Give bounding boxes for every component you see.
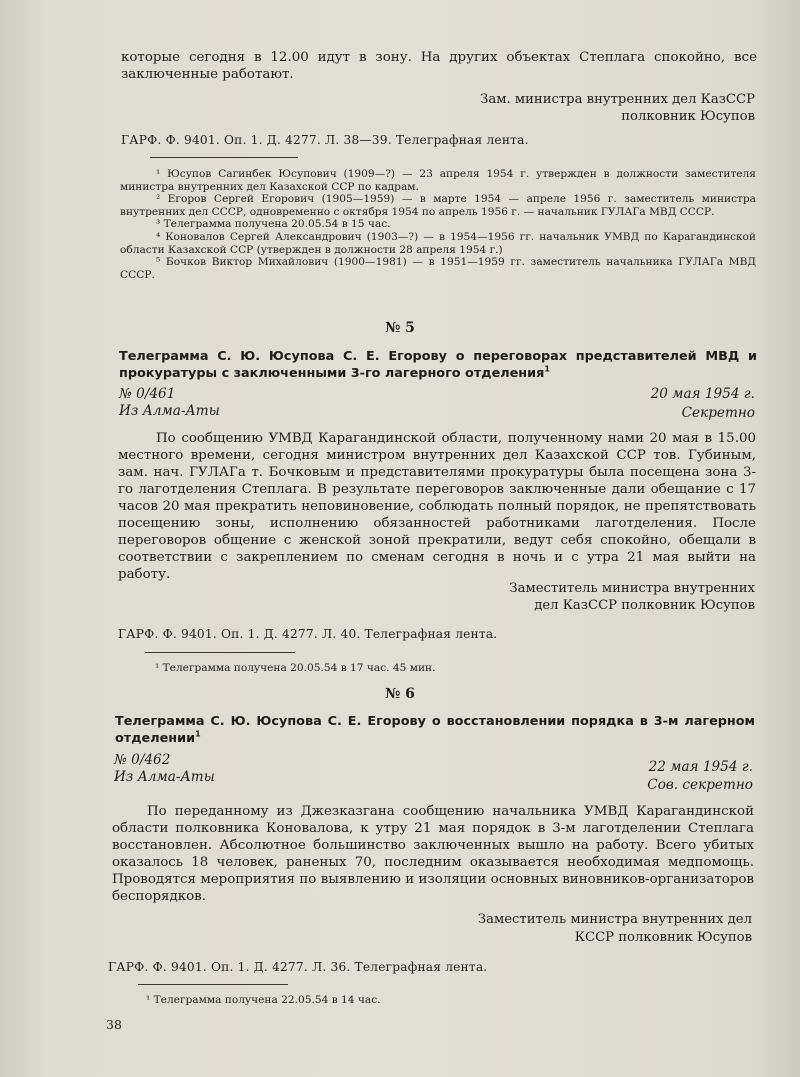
- document-body: По сообщению УМВД Карагандинской области, полученному нами 20 мая в 15.00 местного времени, сегодня министром внутренних дел Казахской ССР тов. Губиным, зам. нач. ГУЛАГа т. Бочковым и представителями прокуратуры была посещена зона 3-го лаготделения Степлага. В результате переговоров заключенные дали обещание с 17 часов 20 мая прекратить неповиновение, соблюдать полный порядок, не препятствовать посещению зоны, исполнению обязанностей работниками лаготделения. После переговоров общение с женской зоной прекратили, ведут себя спокойно, обещали в соответствии с закреплением по сменам сегодня в ночь и с утра 21 мая выйти на работу.: [118, 431, 756, 582]
- signature-line-1: Заместитель министра внутренних дел: [477, 912, 752, 927]
- classification: Сов. секретно: [647, 777, 753, 793]
- footnote-divider: [145, 652, 295, 653]
- footnote-item: ² Егоров Сергей Егорович (1905—1959) — в марте 1954 — апреле 1956 г. заместитель министра внутренних дел СССР, одновременно с октября 1954 по апрель 1956 г. — начальник ГУЛАГа МВД СССР.: [120, 193, 756, 218]
- origin: Из Алма-Аты: [119, 403, 220, 419]
- footnote-item: ¹ Телеграмма получена 20.05.54 в 17 час. 45 мин.: [155, 662, 436, 674]
- document-title: [119, 348, 757, 382]
- signature-line-1: Заместитель министра внутренних: [509, 581, 755, 596]
- document-body: По переданному из Джезказгана сообщению начальника УМВД Карагандинской области полковника Коновалова, к утру 21 мая порядок в 3-м лаготделении Степлага восстановлен. Абсолютное большинство заключенных вышло на работу. Всего убитых оказалось 18 человек, раненых 70, последним оказывается необходимая медпомощь. Проводятся мероприятия по выявлению и изоляции основных виновников-организаторов беспорядков.: [112, 804, 754, 904]
- page-number: 38: [106, 1017, 122, 1032]
- document-number: № 5: [385, 320, 415, 336]
- origin: Из Алма-Аты: [114, 769, 215, 785]
- registration-number: № 0/462: [114, 752, 171, 768]
- footnote-divider: [138, 984, 288, 985]
- archive-source: ГАРФ. Ф. 9401. Оп. 1. Д. 4277. Л. 40. Телеграфная лента.: [118, 627, 498, 641]
- continuation-paragraph: которые сегодня в 12.00 идут в зону. На других объектах Степлага спокойно, все заключенные работают.: [121, 50, 757, 82]
- signature-line-1: Зам. министра внутренних дел КазССР: [480, 92, 755, 107]
- archive-source: ГАРФ. Ф. 9401. Оп. 1. Д. 4277. Л. 36. Телеграфная лента.: [108, 960, 488, 974]
- signature-line-2: дел КазССР полковник Юсупов: [534, 598, 755, 613]
- footnote-item: ⁴ Коновалов Сергей Александрович (1903—?) — в 1954—1956 гг. начальник УМВД по Карагандинской области Казахской ССР (утвержден в должности 28 апреля 1954 г.): [120, 230, 756, 256]
- document-date: 20 мая 1954 г.: [650, 386, 755, 402]
- footnote-divider: [150, 157, 298, 158]
- footnotes-block: [120, 168, 756, 281]
- document-title: [115, 713, 755, 747]
- footnote-marker: 1: [544, 364, 550, 374]
- footnote-item: ³ Телеграмма получена 20.05.54 в 15 час.: [156, 218, 391, 231]
- footnote-marker: 1: [195, 729, 201, 739]
- classification: Секретно: [681, 405, 755, 421]
- footnote-item: ¹ Телеграмма получена 22.05.54 в 14 час.: [146, 994, 381, 1006]
- document-title-text: Телеграмма С. Ю. Юсупова С. Е. Егорову о переговорах представителей МВД и прокуратуры с заключенными 3-го лагерного отделения: [119, 349, 757, 381]
- signature-line-2: КССР полковник Юсупов: [574, 930, 752, 945]
- footnote-item: ⁵ Бочков Виктор Михайлович (1900—1981) — в 1951—1959 гг. заместитель начальника ГУЛАГа МВД СССР.: [120, 256, 756, 281]
- document-date: 22 мая 1954 г.: [648, 759, 753, 775]
- registration-number: № 0/461: [119, 386, 176, 402]
- archive-source: ГАРФ. Ф. 9401. Оп. 1. Д. 4277. Л. 38—39. Телеграфная лента.: [121, 133, 529, 147]
- document-number: № 6: [385, 686, 415, 702]
- footnote-item: ¹ Юсупов Сагинбек Юсупович (1909—?) — 23 апреля 1954 г. утвержден в должности заместителя министра внутренних дел Казахской ССР по кадрам.: [120, 168, 756, 193]
- signature-line-2: полковник Юсупов: [621, 109, 755, 124]
- document-title-text: Телеграмма С. Ю. Юсупова С. Е. Егорову о восстановлении порядка в 3-м лагерном отделении: [115, 714, 755, 746]
